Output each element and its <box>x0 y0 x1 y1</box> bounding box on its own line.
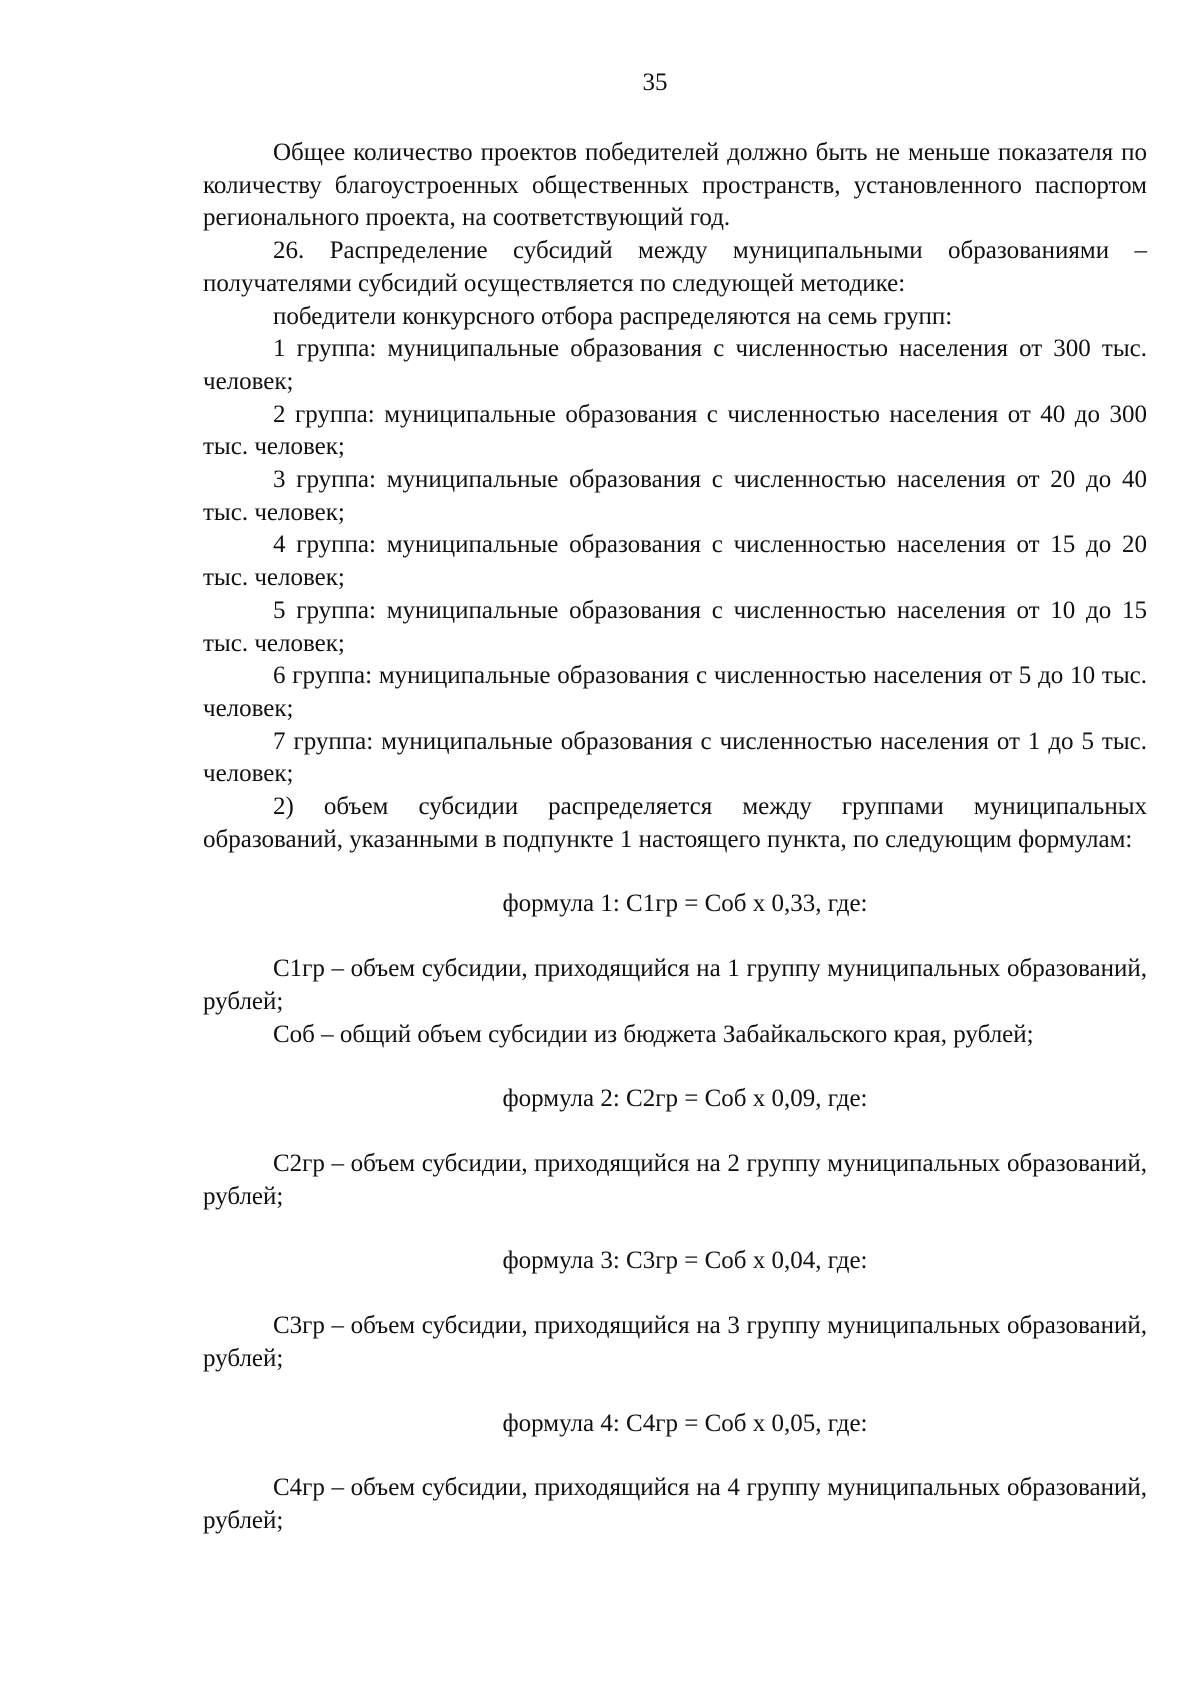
paragraph-group-2: 2 группа: муниципальные образования с численностью населения от 40 до 300 тыс. человек; <box>203 400 1147 461</box>
paragraph-group-3: 3 группа: муниципальные образования с численностью населения от 20 до 40 тыс. человек; <box>203 466 1147 526</box>
definition-sob: Соб – общий объем субсидии из бюджета Забайкальского края, рублей; <box>273 1020 1034 1048</box>
definition-c1gr: С1гр – объем субсидии, приходящийся на 1 группу муниципальных образований, рублей; <box>203 955 1147 1015</box>
definition-c4gr: С4гр – объем субсидии, приходящийся на 4 группу муниципальных образований, рублей; <box>203 1474 1147 1534</box>
paragraph-item-26: 26. Распределение субсидий между муниципальными образованиями – получателями субсидий осуществляется по следующей методике: <box>203 237 1147 297</box>
paragraph-subsidy-distribution: 2) объем субсидии распределяется между группами муниципальных образований, указанными в подпункте 1 настоящего пункта, по следующим формулам: <box>203 793 1147 853</box>
paragraph-group-5: 5 группа: муниципальные образования с численностью населения от 10 до 15 тыс. человек; <box>203 596 1147 657</box>
paragraph-group-4: 4 группа: муниципальные образования с численностью населения от 15 до 20 тыс. человек; <box>203 531 1147 592</box>
formula-2: формула 2: С2гр = Соб х 0,09, где: <box>502 1085 868 1113</box>
paragraph-group-6: 6 группа: муниципальные образования с численностью населения от 5 до 10 тыс. человек; <box>203 662 1147 722</box>
formula-3: формула 3: С3гр = Соб х 0,04, где: <box>502 1247 868 1275</box>
paragraph-group-7: 7 группа: муниципальные образования с численностью населения от 1 до 5 тыс. человек; <box>203 727 1147 788</box>
formula-4: формула 4: С4гр = Соб х 0,05, где: <box>502 1409 868 1437</box>
paragraph-group-1: 1 группа: муниципальные образования с численностью населения от 300 тыс. человек; <box>203 335 1147 395</box>
document-body <box>203 137 1147 1538</box>
paragraph-winners-count: Общее количество проектов победителей должно быть не меньше показателя по количеству благоустроенных общественных пространств, установленного паспортом регионального проекта, на соответствующий год. <box>203 139 1147 232</box>
definition-c3gr: С3гр – объем субсидии, приходящийся на 3 группу муниципальных образований, рублей; <box>203 1312 1147 1372</box>
definition-c2gr: С2гр – объем субсидии, приходящийся на 2 группу муниципальных образований, рублей; <box>203 1149 1147 1210</box>
page-number: 35 <box>642 69 668 96</box>
formula-1: формула 1: С1гр = Соб х 0,33, где: <box>502 890 868 918</box>
paragraph-groups-intro: победители конкурсного отбора распределяются на семь групп: <box>273 302 953 330</box>
